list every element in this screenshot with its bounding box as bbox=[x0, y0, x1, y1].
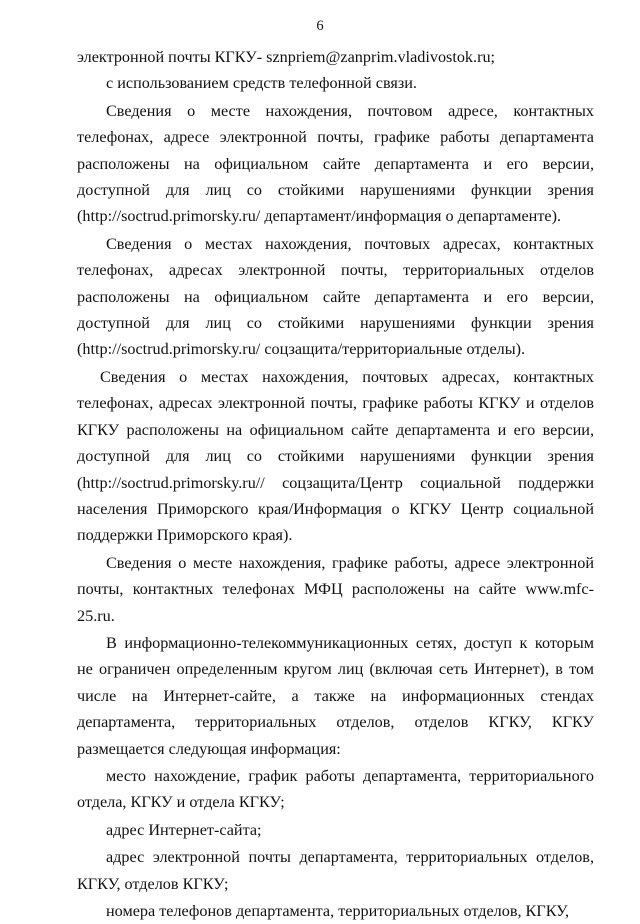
list-item-email: адрес электронной почты департамента, территориальных отделов, КГКУ, отделов КГКУ; bbox=[77, 848, 594, 893]
document-body bbox=[77, 44, 594, 924]
list-item-website: адрес Интернет-сайта; bbox=[106, 820, 262, 839]
paragraph-internet-info: В информационно-телекоммуникационных сетях, доступ к которым не ограничен определенным кругом лиц (включая сеть Интернет), в том числе на Интернет-сайте, а также на информационных стендах департамента, территориальных отделов, отделов КГКУ, КГКУ размещается следующая информация: bbox=[77, 633, 594, 758]
paragraph-kgku-info: Сведения о местах нахождения, почтовых адресах, контактных телефонах, адресах электронной почты, графике работы КГКУ и отделов КГКУ расположены на официальном сайте департамента и его версии, доступной для лиц со стойкими нарушениями функции зрения (http://soctrud.primorsky.ru// соцзащита/Центр социальной поддержки населения Приморского края/Информация о КГКУ Центр социальной поддержки Приморского края). bbox=[77, 367, 594, 545]
list-item-phones: номера телефонов департамента, территориальных отделов, КГКУ, bbox=[106, 902, 570, 920]
paragraph-mfc-info: Сведения о месте нахождения, графике работы, адресе электронной почты, контактных телефонах МФЦ расположены на сайте www.mfc-25.ru. bbox=[77, 553, 594, 625]
paragraph-phone-means: с использованием средств телефонной связи. bbox=[106, 74, 417, 93]
page-number: 6 bbox=[316, 18, 324, 34]
paragraph-department-info: Сведения о месте нахождения, почтовом адресе, контактных телефонах, адресе электронной почты, графике работы департамента расположены на официальном сайте департамента и его версии, доступной для лиц со стойкими нарушениями функции зрения (http://soctrud.primorsky.ru/ департамент/информация о департаменте). bbox=[77, 101, 594, 226]
paragraph-territorial-offices: Сведения о местах нахождения, почтовых адресах, контактных телефонах, адресах электронной почты, территориальных отделов расположены на официальном сайте департамента и его версии, доступной для лиц со стойкими нарушениями функции зрения (http://soctrud.primorsky.ru/ соцзащита/территориальные отделы). bbox=[77, 234, 594, 359]
list-item-location: место нахождение, график работы департамента, территориального отдела, КГКУ и отдела КГКУ; bbox=[77, 766, 594, 812]
paragraph-email-kgku: электронной почты КГКУ- sznpriem@zanprim.vladivostok.ru; bbox=[77, 48, 496, 66]
